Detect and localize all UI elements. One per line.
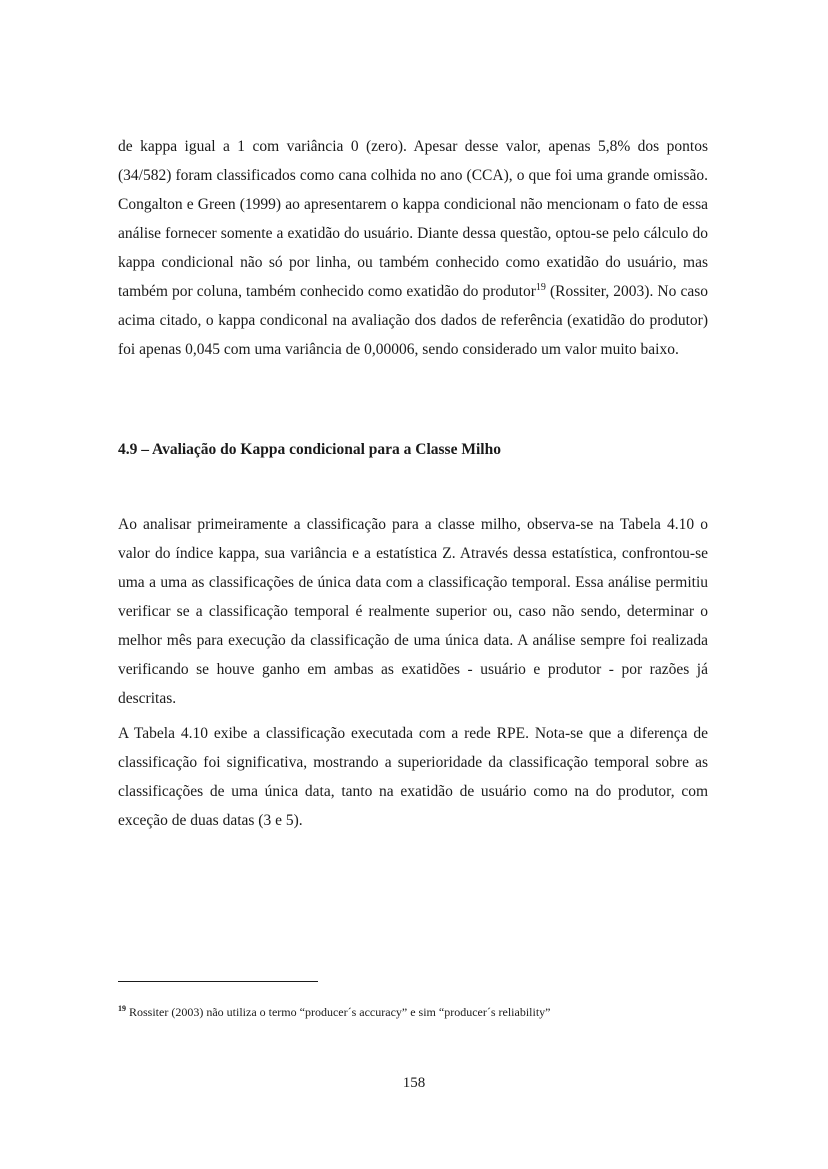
paragraph-text-part-1: de kappa igual a 1 com variância 0 (zero). Apesar desse valor, apenas 5,8% dos pontos (34/582) foram classificados como cana colhida no ano (CCA), o que foi uma grande omissão. Congalton e Green (1999) ao apresentarem o kappa condicional não mencionam o fato de essa análise fornecer somente a exatidão do usuário. Diante dessa questão, optou-se pelo cálculo do kappa condicional não só por linha, ou também conhecido como exatidão do usuário, mas também por coluna, também conhecido como exatidão do produtor <box>118 138 708 300</box>
body-paragraph-milho-analysis: Ao analisar primeiramente a classificação para a classe milho, observa-se na Tabela 4.10 o valor do índice kappa, sua variância e a estatística Z. Através dessa estatística, confrontou-se uma a uma as classificações de única data com a classificação temporal. Essa análise permitiu verificar se a classificação temporal é realmente superior ou, caso não sendo, determinar o melhor mês para execução da classificação de uma única data. A análise sempre foi realizada verificando se houve ganho em ambas as exatidões - usuário e produtor - por razões já descritas. <box>118 516 708 707</box>
footnote-text: Rossiter (2003) não utiliza o termo “producer´s accuracy” e sim “producer´s reliability” <box>126 1005 551 1019</box>
footnote-separator <box>118 981 318 982</box>
footnote <box>118 1004 708 1020</box>
page-number: 158 <box>402 1075 426 1091</box>
body-paragraph-kappa-omission <box>118 132 708 364</box>
footnote-number: 19 <box>118 1004 126 1013</box>
footnote-reference-19[interactable]: 19 <box>535 281 546 293</box>
paragraph-text-part-2: (Rossiter, 2003). No caso acima citado, o kappa condiconal na avaliação dos dados de referência (exatidão do produtor) foi apenas 0,045 com uma variância de 0,00006, sendo considerado um valor muito baixo. <box>118 283 708 358</box>
section-heading: 4.9 – Avaliação do Kappa condicional para a Classe Milho <box>118 441 501 458</box>
body-paragraph-table-4-10: A Tabela 4.10 exibe a classificação executada com a rede RPE. Nota-se que a diferença de classificação foi significativa, mostrando a superioridade da classificação temporal sobre as classificações de uma única data, tanto na exatidão de usuário como na do produtor, com exceção de duas datas (3 e 5). <box>118 725 708 829</box>
